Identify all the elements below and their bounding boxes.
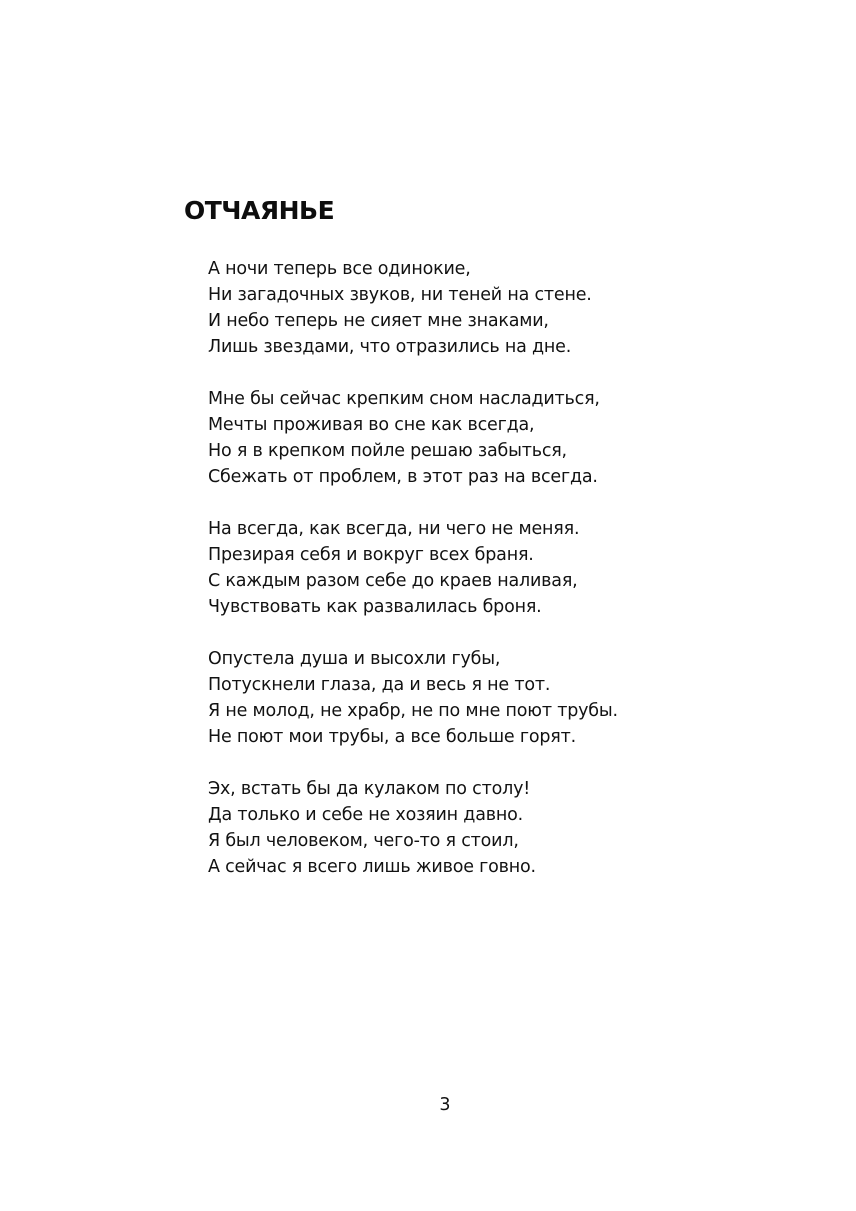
poem-line: А сейчас я всего лишь живое говно. xyxy=(208,857,536,877)
poem-line: Я не молод, не храбр, не по мне поют трубы. xyxy=(208,701,618,721)
poem-title: ОТЧАЯНЬЕ xyxy=(184,196,335,225)
stanza-3 xyxy=(208,516,808,620)
poem-line: На всегда, как всегда, ни чего не меняя. xyxy=(208,519,580,539)
poem-line: Чувствовать как развалилась броня. xyxy=(208,597,542,617)
poem-line: Но я в крепком пойле решаю забыться, xyxy=(208,441,567,461)
poem-line: Эх, встать бы да кулаком по столу! xyxy=(208,779,531,799)
poem-line: Я был человеком, чего-то я стоил, xyxy=(208,831,519,851)
poem-line: Лишь звездами, что отразились на дне. xyxy=(208,337,572,357)
poem-body xyxy=(208,256,808,906)
poem-line: Ни загадочных звуков, ни теней на стене. xyxy=(208,285,592,305)
stanza-2 xyxy=(208,386,808,490)
poem-line: Не поют мои трубы, а все больше горят. xyxy=(208,727,576,747)
page-number: 3 xyxy=(439,1095,451,1115)
poem-line: Да только и себе не хозяин давно. xyxy=(208,805,523,825)
poem-line: А ночи теперь все одинокие, xyxy=(208,259,471,279)
poem-line: И небо теперь не сияет мне знаками, xyxy=(208,311,549,331)
poem-line: С каждым разом себе до краев наливая, xyxy=(208,571,578,591)
poem-line: Презирая себя и вокруг всех браня. xyxy=(208,545,534,565)
poem-line: Потускнели глаза, да и весь я не тот. xyxy=(208,675,551,695)
stanza-5 xyxy=(208,776,808,880)
poem-line: Опустела душа и высохли губы, xyxy=(208,649,501,669)
stanza-4 xyxy=(208,646,808,750)
poem-line: Мне бы сейчас крепким сном насладиться, xyxy=(208,389,600,409)
poem-line: Мечты проживая во сне как всегда, xyxy=(208,415,535,435)
poem-line: Сбежать от проблем, в этот раз на всегда. xyxy=(208,467,598,487)
stanza-1 xyxy=(208,256,808,360)
